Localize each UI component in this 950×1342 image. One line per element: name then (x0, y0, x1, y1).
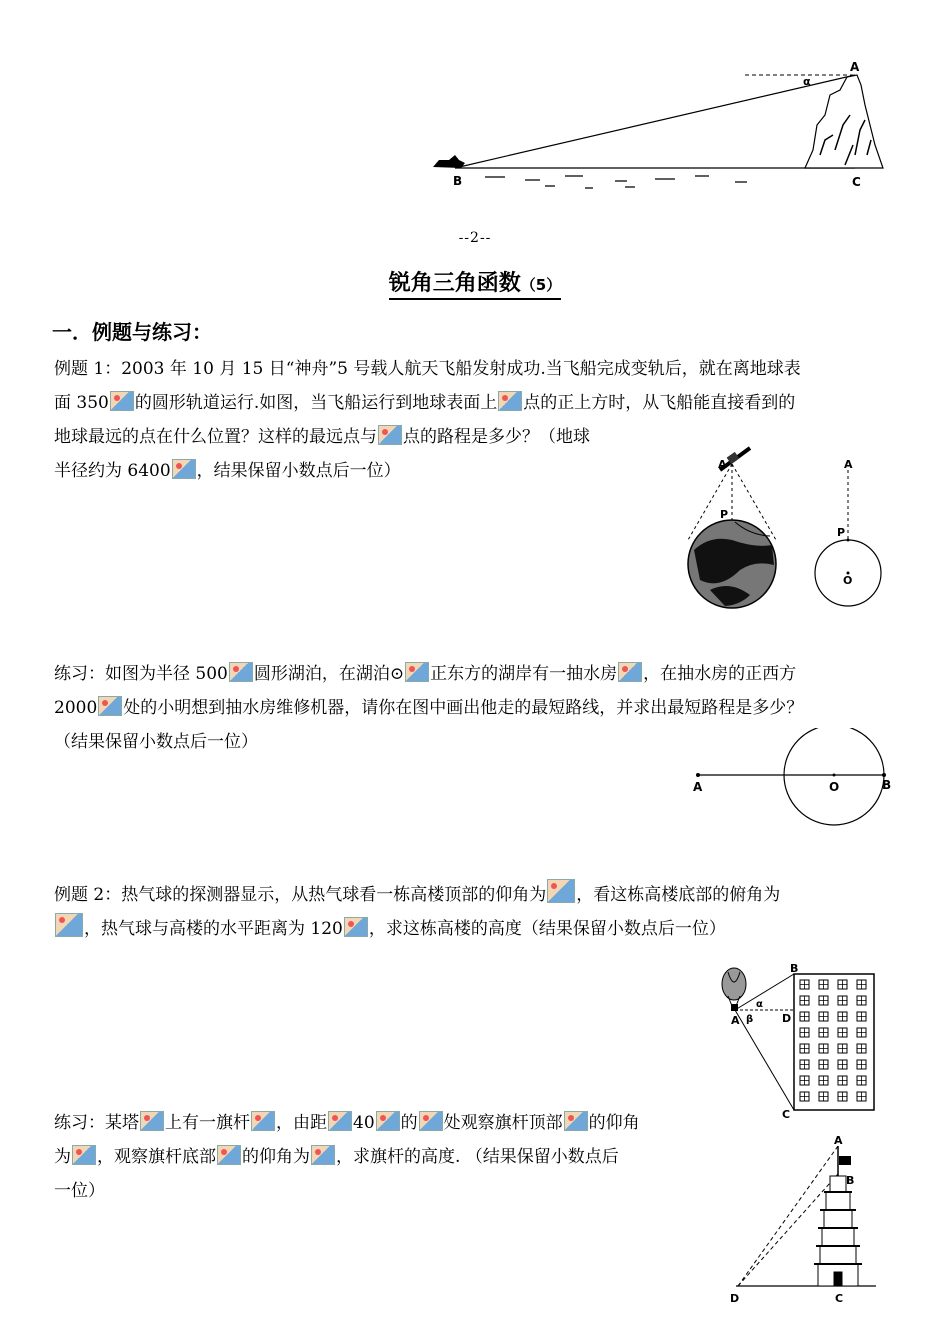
cliff-ship-figure (425, 55, 895, 200)
practice1-line2: 2000 处的小明想到抽水房维修机器，请你在图中画出他走的最短路线，并求出最短路程是多少？ (54, 698, 804, 718)
practice2-line2: 为 ，观察旗杆底部 的仰角为 ，求旗杆的高度. （结果保留小数点后 (54, 1147, 619, 1167)
practice1-line3: （结果保留小数点后一位） (54, 732, 258, 752)
lake-label-a: A (693, 780, 703, 794)
balloon-label-a: A (731, 1014, 740, 1027)
formula-image (344, 917, 368, 937)
cliff-label-alpha: α (803, 75, 811, 88)
tower-label-d: D (730, 1292, 740, 1305)
formula-image (110, 391, 134, 411)
earth-figure (680, 440, 900, 615)
title-text: 锐角三角函数 (388, 271, 521, 296)
balloon-label-b: B (790, 962, 799, 975)
tower-label-b: B (846, 1174, 855, 1187)
formula-image (72, 1145, 96, 1165)
practice2-line1: 练习：某塔 上有一旗杆 ，由距 40 的 处观察旗杆顶部 的仰角 (54, 1113, 640, 1133)
formula-image (229, 662, 253, 682)
formula-image (172, 459, 196, 479)
balloon-label-c: C (782, 1108, 791, 1121)
example1-line2: 面 350 的圆形轨道运行.如图，当飞船运行到地球表面上 点的正上方时，从飞船能直接看到的 (54, 393, 796, 413)
cliff-label-c: C (852, 175, 861, 189)
balloon-building-figure (718, 962, 883, 1122)
formula-image (311, 1145, 335, 1165)
example2-line2: ，热气球与高楼的水平距离为 120 ，求这栋高楼的高度（结果保留小数点后一位） (54, 912, 898, 946)
balloon-label-beta: β (746, 1014, 754, 1025)
formula-image (498, 391, 522, 411)
formula-image (419, 1111, 443, 1131)
example2-text (54, 878, 898, 946)
formula-image (405, 662, 429, 682)
formula-image (217, 1145, 241, 1165)
practice2-line3: 一位） (54, 1181, 105, 1201)
section-heading: 一．例题与练习： (52, 320, 212, 344)
flag-icon (839, 1156, 851, 1165)
earth-label-p: P (720, 508, 729, 521)
formula-image (98, 696, 122, 716)
cliff-label-b: B (453, 174, 463, 188)
formula-image (55, 913, 83, 937)
earth-label-a: A (718, 458, 727, 471)
balloon-label-d: D (782, 1012, 792, 1025)
tower-label-c: C (835, 1292, 844, 1305)
formula-image (251, 1111, 275, 1131)
formula-image (547, 879, 575, 903)
page-number: --2-- (458, 230, 492, 246)
earth2-label-p: P (837, 526, 846, 539)
formula-image (564, 1111, 588, 1131)
tower-label-a: A (834, 1136, 843, 1147)
practice1-line1: 练习：如图为半径 500 圆形湖泊，在湖泊⊙ 正东方的湖岸有一抽水房 ，在抽水房的正西方 (54, 664, 797, 684)
lake-label-b: B (882, 778, 892, 792)
formula-image (376, 1111, 400, 1131)
balloon-label-alpha: α (756, 999, 763, 1010)
formula-image (328, 1111, 352, 1131)
title-suffix: （5） (520, 276, 562, 294)
cliff-label-a: A (850, 60, 860, 74)
lake-figure (688, 728, 898, 854)
page-title (0, 266, 950, 297)
lake-label-o: O (829, 780, 840, 794)
tower-figure (726, 1136, 896, 1306)
example1-line1: 例题 1：2003 年 10 月 15 日“神舟”5 号载人航天飞船发射成功.当飞船完成变轨后，就在离地球表 (54, 359, 801, 379)
formula-image (618, 662, 642, 682)
pagoda-icon (814, 1176, 862, 1286)
example1-line3: 地球最远的点在什么位置？这样的最远点与 点的路程是多少？（地球 (54, 427, 590, 447)
example1-line4: 半径约为 6400 ，结果保留小数点后一位） (54, 461, 401, 481)
formula-image (378, 425, 402, 445)
earth2-label-a: A (844, 458, 853, 471)
practice2-text (54, 1106, 710, 1208)
hot-air-balloon-icon (722, 968, 746, 1011)
formula-image (140, 1111, 164, 1131)
earth2-label-o: O (843, 574, 853, 587)
example2-line1: 例题 2：热气球的探测器显示，从热气球看一栋高楼顶部的仰角为 ，看这栋高楼底部的俯角为 (54, 878, 898, 912)
